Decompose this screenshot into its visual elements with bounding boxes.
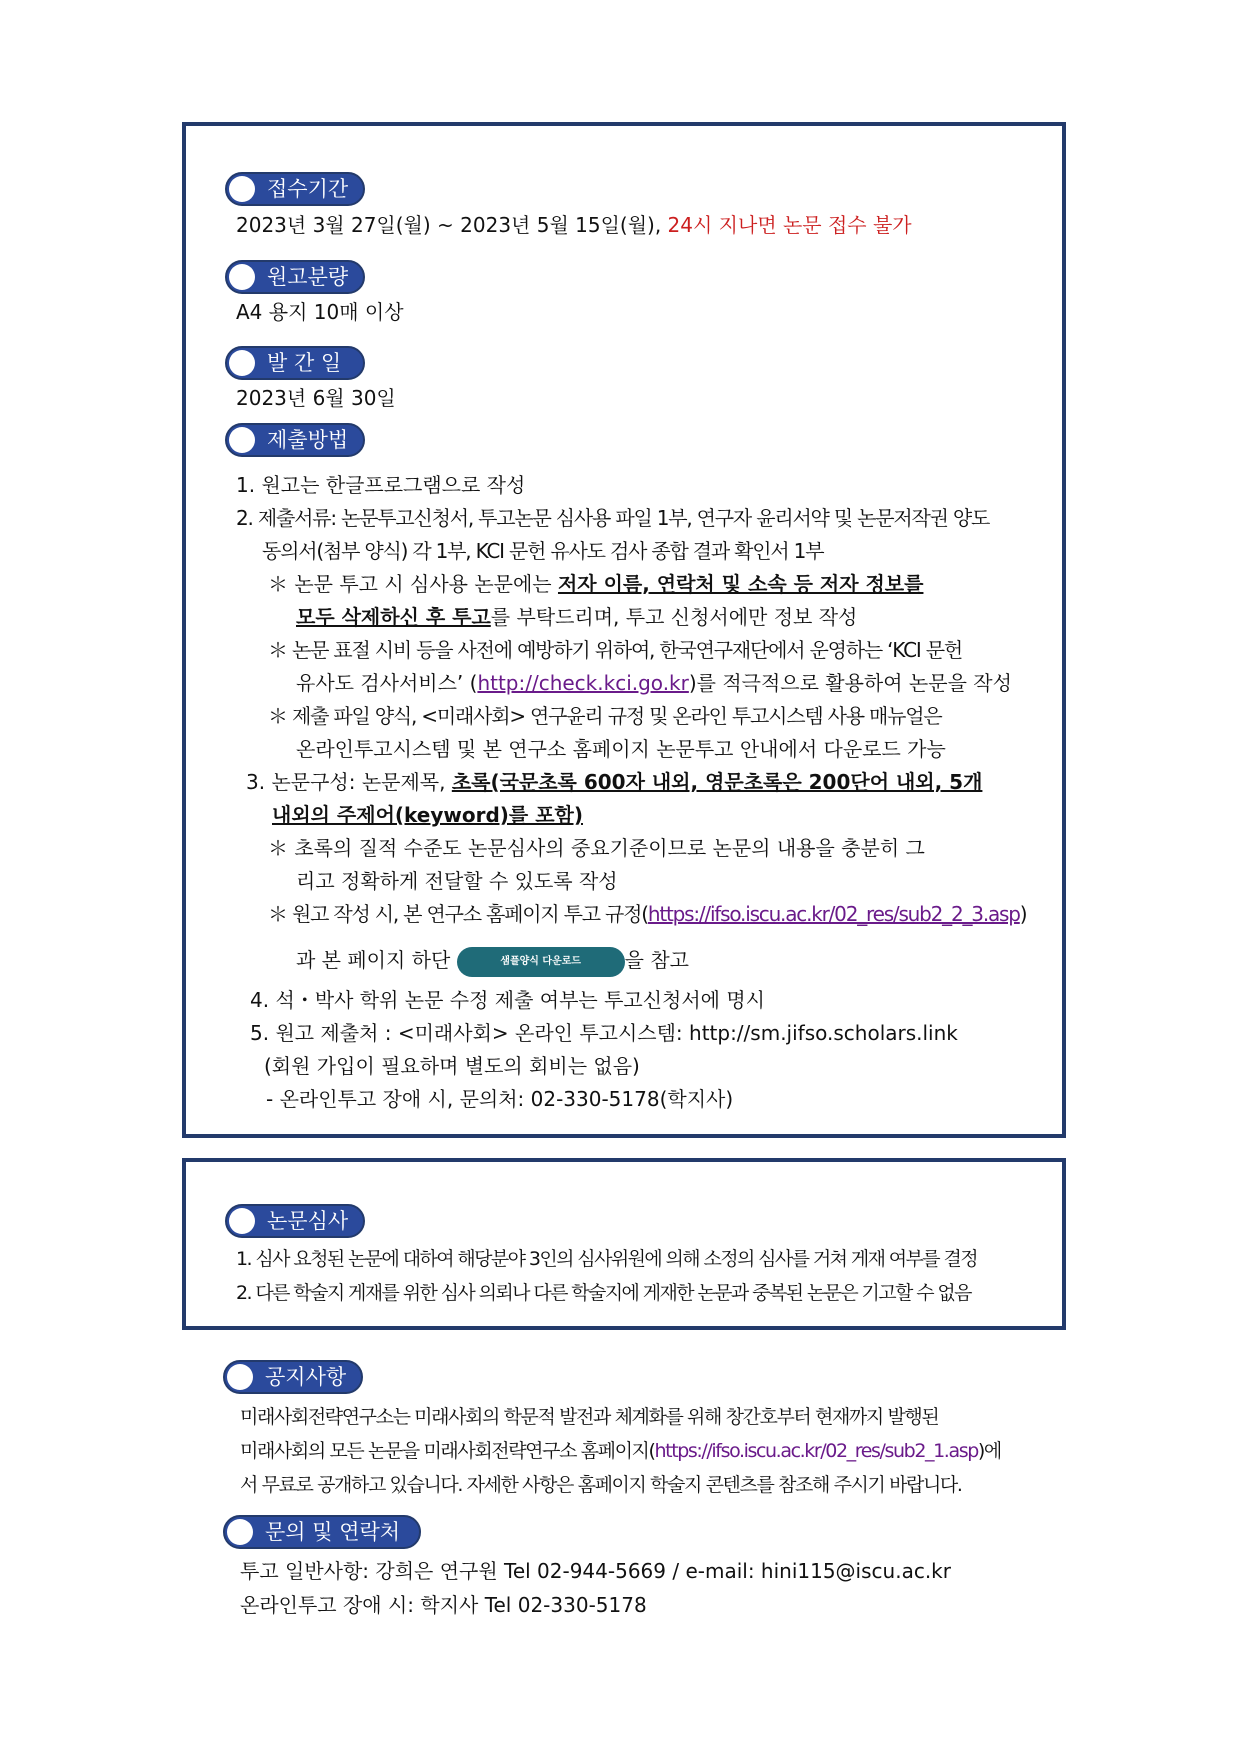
section-title: 문의 및 연락처 [265,1520,401,1544]
submission-item-2: 2. 제출서류: 논문투고신청서, 투고논문 심사용 파일 1부, 연구자 윤리서약 및 논문저작권 양도 [236,506,990,530]
note-guidelines-cont [296,942,689,978]
section-title: 발 간 일 [267,351,342,375]
bullet-circle-icon [229,264,255,290]
note-file-format-cont: 온라인투고시스템 및 본 연구소 홈페이지 논문투고 안내에서 다운로드 가능 [296,737,946,761]
note-guidelines [268,901,1026,927]
submission-item-5: 5. 원고 제출처 : <미래사회> 온라인 투고시스템: http://sm.jifso.scholars.link [250,1021,958,1045]
section-pill-contact [223,1515,421,1549]
notice-line-1: 미래사회전략연구소는 미래사회의 학문적 발전과 체계화를 위해 창간호부터 현재까지 발행된 [240,1406,939,1428]
bullet-circle-icon [229,427,255,453]
note-file-format: ＊ 제출 파일 양식, <미래사회> 연구윤리 규정 및 온라인 투고시스템 사용 매뉴얼은 [268,704,942,728]
item-text: 3. 논문구성: 논문제목, [246,770,452,794]
note-text: 과 본 페이지 하단 [296,948,457,972]
review-item-2: 2. 다른 학술지 게재를 위한 심사 의뢰나 다른 학술지에 게재한 논문과 중복된 논문은 기고할 수 없음 [236,1282,971,1304]
deadline-warning: 24시 지나면 논문 접수 불가 [667,213,912,237]
contact-line-1: 투고 일반사항: 강희은 연구원 Tel 02-944-5669 / e-mail: hini115@iscu.ac.kr [240,1559,951,1583]
publication-text: 2023년 6월 30일 [236,386,396,410]
note-plagiarism-cont [296,670,1012,696]
submission-item-5-contact: - 온라인투고 장애 시, 문의처: 02-330-5178(학지사) [266,1087,734,1111]
note-plagiarism: ＊ 논문 표절 시비 등을 사전에 예방하기 위하여, 한국연구재단에서 운영하는 ‘KCI 문헌 [268,638,962,662]
item-emphasis: 내외의 주제어(keyword)를 포함) [272,803,583,827]
guidelines-link[interactable]: https://ifso.iscu.ac.kr/02_res/sub2_2_3.asp [647,902,1020,926]
section-pill-review [225,1204,365,1238]
submission-item-3-cont [272,802,583,828]
section-title: 공지사항 [265,1365,347,1389]
section-pill-length [225,260,365,294]
section-title: 제출방법 [267,428,349,452]
kci-link[interactable]: http://check.kci.go.kr [477,671,689,695]
note-text: 유사도 검사서비스’ ( [296,671,478,695]
note-emphasis: 모두 삭제하신 후 투고 [296,605,491,629]
notice-text: 미래사회의 모든 논문을 미래사회전략연구소 홈페이지( [240,1440,655,1462]
section-pill-publication [225,346,365,380]
note-text: ＊ 논문 투고 시 심사용 논문에는 [268,572,558,596]
notice-text: )에 [977,1440,1001,1462]
section-title: 원고분량 [267,265,349,289]
contact-line-2: 온라인투고 장애 시: 학지사 Tel 02-330-5178 [240,1593,647,1617]
note-text: 을 참고 [624,948,689,972]
note-text: 를 부탁드리며, 투고 신청서에만 정보 작성 [490,605,858,629]
section-title: 접수기간 [267,177,349,201]
submission-item-4: 4. 석・박사 학위 논문 수정 제출 여부는 투고신청서에 명시 [250,988,765,1012]
note-text: ) [1019,902,1027,926]
review-item-1: 1. 심사 요청된 논문에 대하여 해당분야 3인의 심사위원에 의해 소정의 심사를 거쳐 게재 여부를 결정 [236,1248,977,1270]
note-author-info-cont [296,604,857,630]
notice-line-2 [240,1438,1001,1464]
bullet-circle-icon [227,1519,253,1545]
bullet-circle-icon [229,1208,255,1234]
note-abstract: ＊ 초록의 질적 수준도 논문심사의 중요기준이므로 논문의 내용을 충분히 그 [268,836,925,860]
submission-item-2-cont: 동의서(첨부 양식) 각 1부, KCI 문헌 유사도 검사 종합 결과 확인서 1부 [262,539,824,563]
bullet-circle-icon [227,1364,253,1390]
note-emphasis: 저자 이름, 연락처 및 소속 등 저자 정보를 [557,572,924,596]
section-pill-reception [225,172,365,206]
reception-date-text: 2023년 3월 27일(월) ~ 2023년 5월 15일(월), [236,213,668,237]
length-text: A4 용지 10매 이상 [236,300,404,324]
note-text: )를 적극적으로 활용하여 논문을 작성 [688,671,1012,695]
note-text: ＊ 원고 작성 시, 본 연구소 홈페이지 투고 규정( [268,902,648,926]
section-pill-notice [223,1360,363,1394]
note-author-info [268,571,923,597]
reception-period [236,212,912,238]
archive-link[interactable]: https://ifso.iscu.ac.kr/02_res/sub2_1.asp [654,1440,978,1462]
bullet-circle-icon [229,176,255,202]
bullet-circle-icon [229,350,255,376]
submission-item-1: 1. 원고는 한글프로그램으로 작성 [236,473,526,497]
section-pill-submission [225,423,365,457]
submission-item-5-note: (회원 가입이 필요하며 별도의 회비는 없음) [264,1054,640,1078]
submission-item-3 [246,769,982,795]
sample-download-button[interactable]: 샘플양식 다운로드 [457,947,625,977]
note-abstract-cont: 리고 정확하게 전달할 수 있도록 작성 [296,869,618,893]
item-emphasis: 초록(국문초록 600자 내외, 영문초록은 200단어 내외, 5개 [451,770,983,794]
notice-line-3: 서 무료로 공개하고 있습니다. 자세한 사항은 홈페이지 학술지 콘텐츠를 참조해 주시기 바랍니다. [240,1474,962,1496]
section-title: 논문심사 [267,1209,349,1233]
